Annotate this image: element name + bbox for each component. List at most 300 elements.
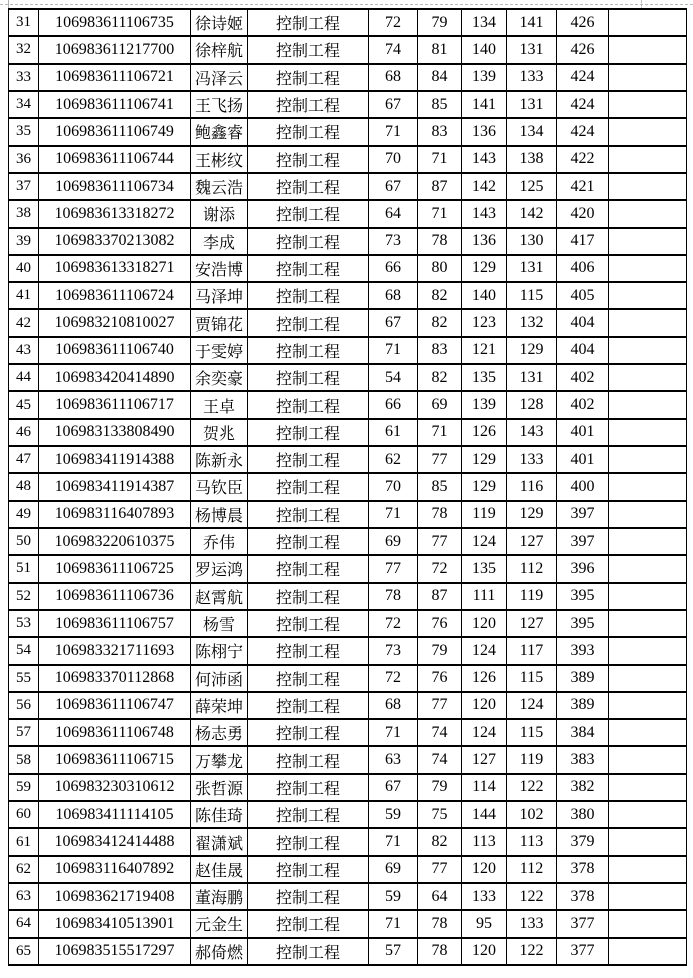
cell-name: 杨雪 — [191, 610, 248, 637]
table-row — [9, 391, 687, 418]
cell-score4: 122 — [507, 883, 557, 910]
score-table — [8, 8, 687, 966]
cell-candidate-id: 106983611106748 — [39, 719, 191, 746]
cell-score2: 84 — [418, 64, 462, 91]
cell-score3: 114 — [462, 774, 507, 801]
cell-score1: 54 — [369, 364, 418, 391]
cell-score1: 66 — [369, 255, 418, 282]
cell-score2: 74 — [418, 719, 462, 746]
cell-name: 万攀龙 — [191, 746, 248, 773]
cell-score3: 95 — [462, 910, 507, 937]
cell-score2: 85 — [418, 473, 462, 500]
cell-major: 控制工程 — [248, 282, 369, 309]
cell-score3: 120 — [462, 938, 507, 965]
cell-name: 马泽坤 — [191, 282, 248, 309]
cell-name: 安浩博 — [191, 255, 248, 282]
cell-score2: 85 — [418, 91, 462, 118]
cell-candidate-id: 106983116407892 — [39, 856, 191, 883]
table-row — [9, 883, 687, 910]
cell-score2: 78 — [418, 228, 462, 255]
cell-rank: 37 — [9, 173, 39, 200]
cell-candidate-id: 106983611106747 — [39, 692, 191, 719]
table-row — [9, 938, 687, 965]
cell-score4: 129 — [507, 337, 557, 364]
cell-score1: 68 — [369, 64, 418, 91]
cell-score4: 102 — [507, 801, 557, 828]
cell-score3: 136 — [462, 228, 507, 255]
cell-score1: 72 — [369, 610, 418, 637]
cell-note — [609, 419, 687, 446]
cell-major: 控制工程 — [248, 146, 369, 173]
cell-score3: 129 — [462, 255, 507, 282]
cell-candidate-id: 106983515517297 — [39, 938, 191, 965]
cell-score3: 140 — [462, 282, 507, 309]
table-row — [9, 118, 687, 145]
cell-note — [609, 528, 687, 555]
cell-candidate-id: 106983370112868 — [39, 665, 191, 692]
cell-total: 378 — [557, 856, 609, 883]
cell-total: 400 — [557, 473, 609, 500]
cell-score2: 71 — [418, 200, 462, 227]
table-row — [9, 692, 687, 719]
cell-score1: 67 — [369, 774, 418, 801]
cell-score3: 129 — [462, 473, 507, 500]
cell-name: 翟潇斌 — [191, 828, 248, 855]
cell-score1: 67 — [369, 91, 418, 118]
table-row — [9, 173, 687, 200]
score-table-body — [9, 9, 687, 965]
cell-rank: 60 — [9, 801, 39, 828]
cell-score2: 71 — [418, 146, 462, 173]
cell-score4: 131 — [507, 364, 557, 391]
cell-major: 控制工程 — [248, 419, 369, 446]
cell-candidate-id: 106983321711693 — [39, 637, 191, 664]
cell-name: 李成 — [191, 228, 248, 255]
cell-rank: 34 — [9, 91, 39, 118]
cell-major: 控制工程 — [248, 828, 369, 855]
cell-rank: 32 — [9, 36, 39, 63]
cell-score2: 78 — [418, 938, 462, 965]
cell-major: 控制工程 — [248, 200, 369, 227]
cell-note — [609, 309, 687, 336]
table-row — [9, 856, 687, 883]
cell-note — [609, 118, 687, 145]
cell-major: 控制工程 — [248, 665, 369, 692]
cell-score3: 113 — [462, 828, 507, 855]
cell-candidate-id: 106983133808490 — [39, 419, 191, 446]
table-row — [9, 801, 687, 828]
cell-candidate-id: 106983411914387 — [39, 473, 191, 500]
cell-candidate-id: 106983611106744 — [39, 146, 191, 173]
table-row — [9, 64, 687, 91]
cell-total: 426 — [557, 36, 609, 63]
cell-name: 王卓 — [191, 391, 248, 418]
cell-score2: 82 — [418, 828, 462, 855]
cell-note — [609, 501, 687, 528]
cell-rank: 52 — [9, 583, 39, 610]
cell-major: 控制工程 — [248, 910, 369, 937]
cell-score1: 69 — [369, 528, 418, 555]
cell-note — [609, 446, 687, 473]
cell-name: 杨志勇 — [191, 719, 248, 746]
cell-score4: 127 — [507, 610, 557, 637]
cell-rank: 57 — [9, 719, 39, 746]
page-break-mark-left — [8, 0, 9, 8]
cell-note — [609, 9, 687, 36]
cell-score3: 119 — [462, 501, 507, 528]
cell-total: 402 — [557, 391, 609, 418]
cell-total: 424 — [557, 118, 609, 145]
cell-rank: 63 — [9, 883, 39, 910]
cell-note — [609, 801, 687, 828]
cell-score1: 68 — [369, 692, 418, 719]
table-row — [9, 910, 687, 937]
cell-major: 控制工程 — [248, 91, 369, 118]
cell-score4: 127 — [507, 528, 557, 555]
cell-score2: 83 — [418, 337, 462, 364]
cell-rank: 40 — [9, 255, 39, 282]
cell-rank: 47 — [9, 446, 39, 473]
cell-candidate-id: 106983613318272 — [39, 200, 191, 227]
cell-score3: 141 — [462, 91, 507, 118]
cell-major: 控制工程 — [248, 746, 369, 773]
cell-name: 赵佳晟 — [191, 856, 248, 883]
cell-score4: 122 — [507, 774, 557, 801]
cell-total: 402 — [557, 364, 609, 391]
cell-rank: 35 — [9, 118, 39, 145]
cell-candidate-id: 106983613318271 — [39, 255, 191, 282]
table-row — [9, 610, 687, 637]
cell-score1: 70 — [369, 146, 418, 173]
cell-total: 424 — [557, 64, 609, 91]
cell-score3: 136 — [462, 118, 507, 145]
cell-name: 陈栩宁 — [191, 637, 248, 664]
cell-score2: 79 — [418, 637, 462, 664]
cell-note — [609, 64, 687, 91]
cell-score2: 87 — [418, 583, 462, 610]
cell-name: 陈新永 — [191, 446, 248, 473]
cell-score1: 71 — [369, 719, 418, 746]
cell-score1: 71 — [369, 828, 418, 855]
cell-total: 389 — [557, 692, 609, 719]
cell-major: 控制工程 — [248, 637, 369, 664]
cell-score2: 71 — [418, 419, 462, 446]
cell-name: 马钦臣 — [191, 473, 248, 500]
cell-note — [609, 255, 687, 282]
cell-score4: 116 — [507, 473, 557, 500]
cell-score2: 79 — [418, 9, 462, 36]
cell-rank: 33 — [9, 64, 39, 91]
cell-note — [609, 692, 687, 719]
cell-rank: 42 — [9, 309, 39, 336]
table-row — [9, 309, 687, 336]
cell-total: 395 — [557, 583, 609, 610]
cell-major: 控制工程 — [248, 938, 369, 965]
cell-name: 王彬纹 — [191, 146, 248, 173]
cell-name: 徐诗姬 — [191, 9, 248, 36]
score-sheet — [8, 8, 686, 966]
cell-score2: 82 — [418, 364, 462, 391]
cell-score4: 115 — [507, 719, 557, 746]
cell-name: 陈佳琦 — [191, 801, 248, 828]
cell-score3: 139 — [462, 391, 507, 418]
cell-score2: 78 — [418, 501, 462, 528]
cell-score4: 112 — [507, 555, 557, 582]
cell-score1: 62 — [369, 446, 418, 473]
cell-name: 董海鹏 — [191, 883, 248, 910]
table-row — [9, 91, 687, 118]
cell-rank: 56 — [9, 692, 39, 719]
cell-note — [609, 774, 687, 801]
cell-note — [609, 883, 687, 910]
cell-rank: 62 — [9, 856, 39, 883]
table-row — [9, 200, 687, 227]
cell-score1: 67 — [369, 309, 418, 336]
cell-name: 郝倚燃 — [191, 938, 248, 965]
cell-total: 424 — [557, 91, 609, 118]
table-row — [9, 555, 687, 582]
cell-total: 421 — [557, 173, 609, 200]
cell-score2: 69 — [418, 391, 462, 418]
cell-score1: 73 — [369, 637, 418, 664]
cell-rank: 39 — [9, 228, 39, 255]
cell-candidate-id: 106983611106757 — [39, 610, 191, 637]
cell-score2: 81 — [418, 36, 462, 63]
cell-major: 控制工程 — [248, 528, 369, 555]
cell-rank: 55 — [9, 665, 39, 692]
cell-score2: 76 — [418, 665, 462, 692]
cell-rank: 54 — [9, 637, 39, 664]
table-row — [9, 501, 687, 528]
cell-major: 控制工程 — [248, 118, 369, 145]
cell-candidate-id: 106983611106715 — [39, 746, 191, 773]
cell-name: 张哲源 — [191, 774, 248, 801]
cell-candidate-id: 106983621719408 — [39, 883, 191, 910]
cell-total: 380 — [557, 801, 609, 828]
cell-name: 薛荣坤 — [191, 692, 248, 719]
table-row — [9, 583, 687, 610]
cell-rank: 48 — [9, 473, 39, 500]
cell-note — [609, 473, 687, 500]
cell-major: 控制工程 — [248, 856, 369, 883]
table-row — [9, 528, 687, 555]
cell-name: 赵霄航 — [191, 583, 248, 610]
cell-score2: 77 — [418, 446, 462, 473]
cell-name: 徐梓航 — [191, 36, 248, 63]
cell-score2: 80 — [418, 255, 462, 282]
table-row — [9, 255, 687, 282]
cell-candidate-id: 106983611106717 — [39, 391, 191, 418]
cell-note — [609, 91, 687, 118]
cell-candidate-id: 106983210810027 — [39, 309, 191, 336]
cell-candidate-id: 106983370213082 — [39, 228, 191, 255]
cell-score4: 131 — [507, 36, 557, 63]
cell-score2: 77 — [418, 856, 462, 883]
cell-score4: 113 — [507, 828, 557, 855]
cell-score3: 111 — [462, 583, 507, 610]
cell-total: 404 — [557, 337, 609, 364]
cell-name: 罗运鸿 — [191, 555, 248, 582]
cell-score1: 61 — [369, 419, 418, 446]
cell-score3: 120 — [462, 692, 507, 719]
cell-rank: 44 — [9, 364, 39, 391]
cell-score4: 142 — [507, 200, 557, 227]
cell-note — [609, 228, 687, 255]
cell-score4: 130 — [507, 228, 557, 255]
cell-score1: 59 — [369, 883, 418, 910]
cell-score3: 124 — [462, 637, 507, 664]
cell-score4: 119 — [507, 583, 557, 610]
cell-score2: 75 — [418, 801, 462, 828]
cell-rank: 38 — [9, 200, 39, 227]
cell-name: 冯泽云 — [191, 64, 248, 91]
cell-score3: 139 — [462, 64, 507, 91]
cell-rank: 49 — [9, 501, 39, 528]
cell-candidate-id: 106983230310612 — [39, 774, 191, 801]
cell-note — [609, 637, 687, 664]
cell-candidate-id: 106983611106724 — [39, 282, 191, 309]
cell-score3: 129 — [462, 446, 507, 473]
cell-rank: 51 — [9, 555, 39, 582]
cell-score1: 74 — [369, 36, 418, 63]
cell-candidate-id: 106983412414488 — [39, 828, 191, 855]
cell-score2: 83 — [418, 118, 462, 145]
cell-rank: 36 — [9, 146, 39, 173]
cell-total: 422 — [557, 146, 609, 173]
table-row — [9, 828, 687, 855]
cell-candidate-id: 106983410513901 — [39, 910, 191, 937]
table-row — [9, 473, 687, 500]
table-row — [9, 282, 687, 309]
cell-candidate-id: 106983611217700 — [39, 36, 191, 63]
cell-total: 417 — [557, 228, 609, 255]
cell-note — [609, 938, 687, 965]
cell-score2: 82 — [418, 309, 462, 336]
cell-rank: 31 — [9, 9, 39, 36]
cell-candidate-id: 106983611106749 — [39, 118, 191, 145]
cell-score3: 133 — [462, 883, 507, 910]
table-row — [9, 228, 687, 255]
cell-major: 控制工程 — [248, 9, 369, 36]
cell-name: 王飞扬 — [191, 91, 248, 118]
cell-score1: 69 — [369, 856, 418, 883]
cell-score3: 142 — [462, 173, 507, 200]
cell-score1: 72 — [369, 665, 418, 692]
cell-score1: 70 — [369, 473, 418, 500]
cell-score4: 124 — [507, 692, 557, 719]
cell-score3: 123 — [462, 309, 507, 336]
cell-score4: 133 — [507, 910, 557, 937]
cell-total: 382 — [557, 774, 609, 801]
cell-score1: 66 — [369, 391, 418, 418]
cell-candidate-id: 106983116407893 — [39, 501, 191, 528]
cell-note — [609, 583, 687, 610]
cell-score4: 112 — [507, 856, 557, 883]
cell-rank: 59 — [9, 774, 39, 801]
table-row — [9, 146, 687, 173]
cell-candidate-id: 106983611106734 — [39, 173, 191, 200]
cell-note — [609, 828, 687, 855]
cell-score2: 72 — [418, 555, 462, 582]
cell-score1: 71 — [369, 337, 418, 364]
cell-major: 控制工程 — [248, 446, 369, 473]
cell-note — [609, 200, 687, 227]
cell-score4: 141 — [507, 9, 557, 36]
cell-note — [609, 610, 687, 637]
cell-candidate-id: 106983611106736 — [39, 583, 191, 610]
cell-candidate-id: 106983411114105 — [39, 801, 191, 828]
cell-score1: 59 — [369, 801, 418, 828]
cell-score4: 132 — [507, 309, 557, 336]
cell-major: 控制工程 — [248, 692, 369, 719]
cell-score3: 135 — [462, 364, 507, 391]
cell-major: 控制工程 — [248, 719, 369, 746]
table-row — [9, 9, 687, 36]
cell-note — [609, 146, 687, 173]
cell-candidate-id: 106983411914388 — [39, 446, 191, 473]
cell-score4: 131 — [507, 255, 557, 282]
cell-total: 395 — [557, 610, 609, 637]
cell-name: 余奕豪 — [191, 364, 248, 391]
cell-name: 乔伟 — [191, 528, 248, 555]
cell-major: 控制工程 — [248, 583, 369, 610]
cell-score1: 73 — [369, 228, 418, 255]
cell-score3: 135 — [462, 555, 507, 582]
cell-candidate-id: 106983611106735 — [39, 9, 191, 36]
cell-score1: 57 — [369, 938, 418, 965]
cell-score4: 138 — [507, 146, 557, 173]
cell-score4: 125 — [507, 173, 557, 200]
cell-major: 控制工程 — [248, 801, 369, 828]
cell-score1: 77 — [369, 555, 418, 582]
table-row — [9, 364, 687, 391]
cell-total: 404 — [557, 309, 609, 336]
cell-note — [609, 665, 687, 692]
cell-candidate-id: 106983611106741 — [39, 91, 191, 118]
cell-candidate-id: 106983611106740 — [39, 337, 191, 364]
cell-score4: 119 — [507, 746, 557, 773]
cell-note — [609, 391, 687, 418]
cell-score2: 82 — [418, 282, 462, 309]
cell-note — [609, 856, 687, 883]
cell-major: 控制工程 — [248, 473, 369, 500]
cell-total: 401 — [557, 419, 609, 446]
cell-score1: 67 — [369, 173, 418, 200]
cell-note — [609, 719, 687, 746]
cell-total: 406 — [557, 255, 609, 282]
cell-rank: 50 — [9, 528, 39, 555]
cell-name: 贺兆 — [191, 419, 248, 446]
cell-score1: 68 — [369, 282, 418, 309]
cell-rank: 46 — [9, 419, 39, 446]
table-row — [9, 446, 687, 473]
table-row — [9, 746, 687, 773]
cell-score4: 129 — [507, 501, 557, 528]
cell-major: 控制工程 — [248, 555, 369, 582]
cell-score1: 72 — [369, 9, 418, 36]
cell-score4: 122 — [507, 938, 557, 965]
cell-name: 魏云浩 — [191, 173, 248, 200]
cell-note — [609, 746, 687, 773]
cell-total: 397 — [557, 528, 609, 555]
cell-score2: 87 — [418, 173, 462, 200]
cell-score1: 64 — [369, 200, 418, 227]
cell-major: 控制工程 — [248, 36, 369, 63]
cell-rank: 41 — [9, 282, 39, 309]
cell-score4: 115 — [507, 665, 557, 692]
cell-total: 378 — [557, 883, 609, 910]
cell-name: 元金生 — [191, 910, 248, 937]
